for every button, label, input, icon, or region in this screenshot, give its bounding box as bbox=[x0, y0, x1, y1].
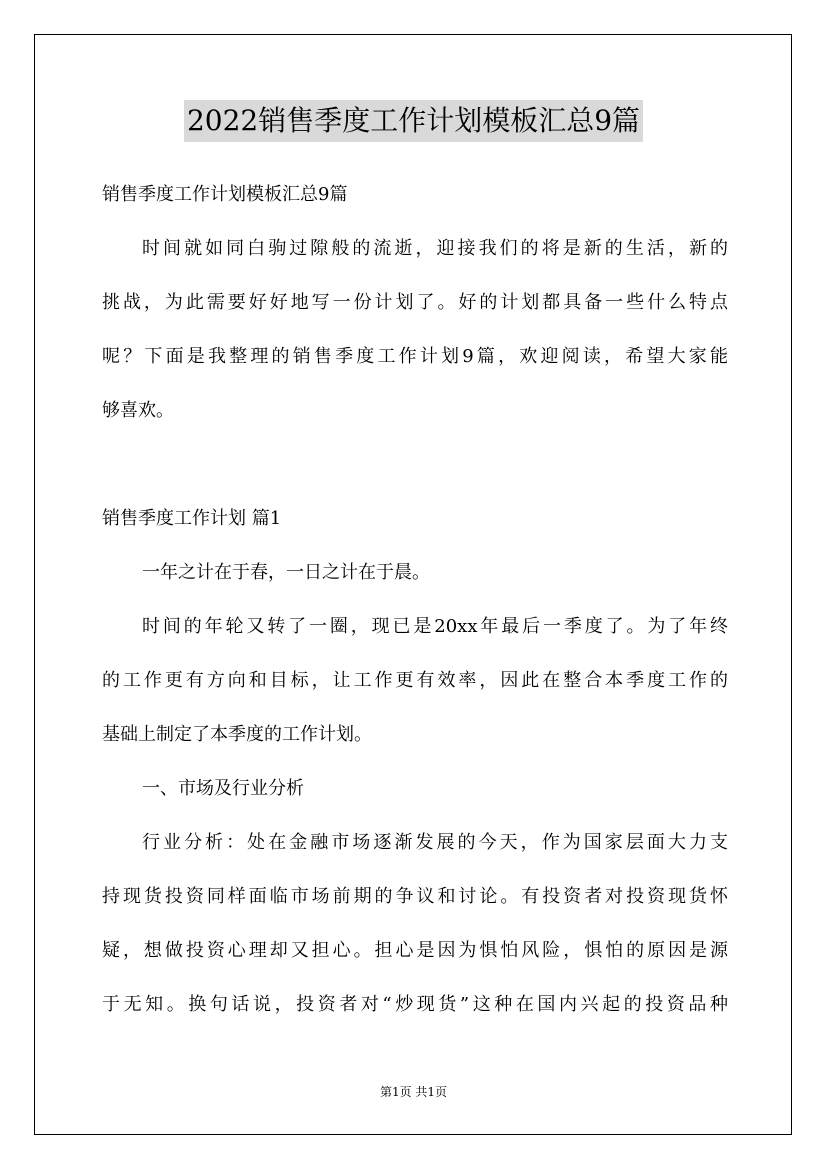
paragraph-line: 呢？下面是我整理的销售季度工作计划9篇，欢迎阅读，希望大家能 bbox=[102, 346, 728, 367]
title-container bbox=[0, 100, 827, 142]
paragraph-line: 一年之计在于春，一日之计在于晨。 bbox=[142, 562, 430, 583]
paragraph-gap bbox=[102, 447, 728, 501]
subtitle-line: 销售季度工作计划模板汇总9篇 bbox=[102, 184, 348, 205]
paragraph-line: 基础上制定了本季度的工作计划。 bbox=[102, 724, 372, 745]
paragraph-line: 时间的年轮又转了一圈，现已是20xx年最后一季度了。为了年终 bbox=[142, 616, 728, 637]
section-heading: 销售季度工作计划 篇1 bbox=[102, 508, 282, 529]
paragraph-line: 的工作更有方向和目标，让工作更有效率，因此在整合本季度工作的 bbox=[102, 670, 728, 691]
document-title: 2022销售季度工作计划模板汇总9篇 bbox=[184, 100, 643, 142]
paragraph-line: 时间就如同白驹过隙般的流逝，迎接我们的将是新的生活，新的 bbox=[142, 238, 728, 259]
paragraph-line: 持现货投资同样面临市场前期的争议和讨论。有投资者对投资现货怀 bbox=[102, 886, 728, 907]
paragraph-line: 行业分析：处在金融市场逐渐发展的今天，作为国家层面大力支 bbox=[142, 832, 728, 853]
paragraph-line: 疑，想做投资心理却又担心。担心是因为惧怕风险，惧怕的原因是源 bbox=[102, 940, 728, 961]
paragraph-line: 于无知。换句话说，投资者对“炒现货”这种在国内兴起的投资品种 bbox=[102, 994, 728, 1015]
paragraph-line: 够喜欢。 bbox=[102, 400, 174, 421]
paragraph-line: 挑战，为此需要好好地写一份计划了。好的计划都具备一些什么特点 bbox=[102, 292, 728, 313]
subsection-heading: 一、市场及行业分析 bbox=[142, 778, 304, 799]
document-body bbox=[102, 177, 728, 1041]
page-footer: 第1页 共1页 bbox=[379, 1085, 448, 1099]
